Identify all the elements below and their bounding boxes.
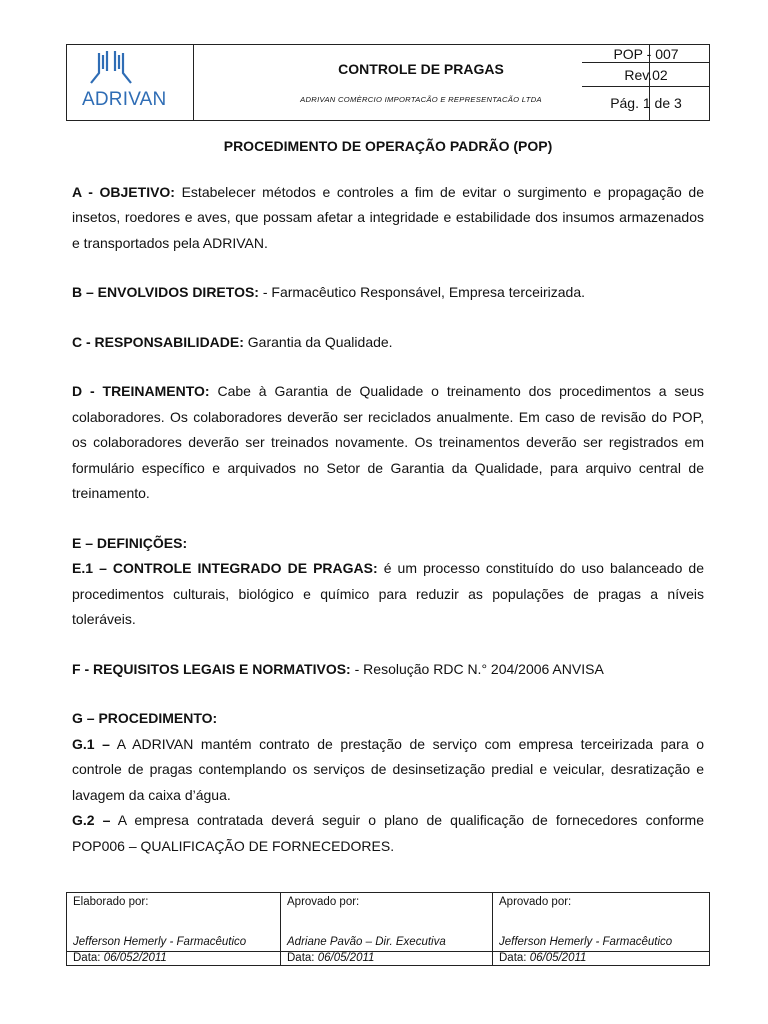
approval-table [66,892,710,966]
section-requisitos [72,657,704,683]
document-title: CONTROLE DE PRAGAS [338,61,504,77]
document-code: POP - 007 [582,45,710,63]
section-text: A empresa contratada deverá seguir o plano de qualificação de fornecedores conforme POP006 – QUALIFICAÇÃO DE FORNECEDORES. [72,812,704,854]
section-e1 [72,556,704,633]
section-text: Cabe à Garantia de Qualidade o treinamento dos procedimentos a seus colaboradores. Os colaboradores deverão ser reciclados anualmente. Em caso de revisão do POP, os colaboradores deverão ser treinados novamente. Os treinamentos deverão ser registrados em formulário específico e arquivados no Setor de Garantia da Qualidade, para arquivo central de treinamento. [72,383,704,501]
document-header [66,44,710,121]
company-name: ADRIVAN COMÈRCIO IMPORTACÃO E REPRESENTACÃO LTDA [300,95,542,104]
date-label: Data: [499,952,527,964]
approval-column-elaborado [67,893,281,965]
approver-name: Adriane Pavão – Dir. Executiva [287,936,446,948]
section-text: Garantia da Qualidade. [243,333,393,350]
section-label: C - RESPONSABILIDADE: [72,333,244,350]
page-indicator: Pág. 1 de 3 [610,95,682,111]
document-body [72,134,704,859]
section-label: G.2 – [72,812,111,828]
section-envolvidos [72,280,704,306]
date-value: 06/052/2011 [103,952,167,964]
approval-label: Elaborado por: [73,896,149,908]
section-responsabilidade [72,330,704,356]
section-g2 [72,808,704,859]
adrivan-logo-icon [81,49,141,89]
date-value: 06/05/2011 [529,952,587,964]
logo-cell [67,45,194,120]
section-definicoes [72,531,704,557]
section-g1 [72,732,704,809]
date-row [67,951,280,966]
document-revision: Rev.02 [582,63,710,87]
document-meta [582,45,710,122]
section-label: A - OBJETIVO: [72,183,175,200]
logo-wordmark: ADRIVAN [82,89,167,110]
section-text: - Farmacêutico Responsável, Empresa terceirizada. [258,284,585,300]
section-label: F - REQUISITOS LEGAIS E NORMATIVOS: [72,660,351,677]
section-text: é um processo constituído do uso balanceado de procedimentos culturais, biológico e químico para reduzir as populações de pragas a níveis toleráveis. [72,560,704,627]
approval-date [73,952,167,965]
section-label: G – PROCEDIMENTO: [72,710,218,726]
section-objetivo [72,180,704,257]
section-treinamento [72,379,704,507]
section-text: A ADRIVAN mantém contrato de prestação de serviço com empresa terceirizada para o controle de pragas contemplando os serviços de desinsetização predial e veicular, desratização e lavagem da caixa d’água. [72,735,705,803]
date-row [493,951,709,966]
section-text: - Resolução RDC N.° 204/2006 ANVISA [350,660,604,677]
section-label: D - TREINAMENTO: [72,383,210,399]
date-label: Data: [73,952,101,964]
approval-column-aprovado-2 [493,893,709,965]
section-label: B – ENVOLVIDOS DIRETOS: [72,284,259,300]
approver-name: Jefferson Hemerly - Farmacêutico [499,936,673,948]
date-row [281,951,492,966]
section-label: G.1 – [72,735,110,752]
approval-label: Aprovado por: [499,896,572,908]
approval-date [287,952,374,965]
date-value: 06/05/2011 [317,952,375,964]
section-text: Estabelecer métodos e controles a fim de evitar o surgimento e propagação de insetos, roedores e aves, que possam afetar a integridade e estabilidade dos insumos armazenados e transportados pela ADRIVAN. [72,183,704,251]
procedure-heading: PROCEDIMENTO DE OPERAÇÃO PADRÃO (POP) [223,138,553,154]
section-procedimento [72,706,704,732]
approval-date [499,952,586,965]
section-label: E – DEFINIÇÕES: [72,534,188,551]
approval-column-aprovado-1 [281,893,493,965]
approver-name: Jefferson Hemerly - Farmacêutico [73,936,247,948]
section-label: E.1 – CONTROLE INTEGRADO DE PRAGAS: [72,560,378,576]
date-label: Data: [287,952,315,964]
approval-label: Aprovado por: [287,896,360,908]
